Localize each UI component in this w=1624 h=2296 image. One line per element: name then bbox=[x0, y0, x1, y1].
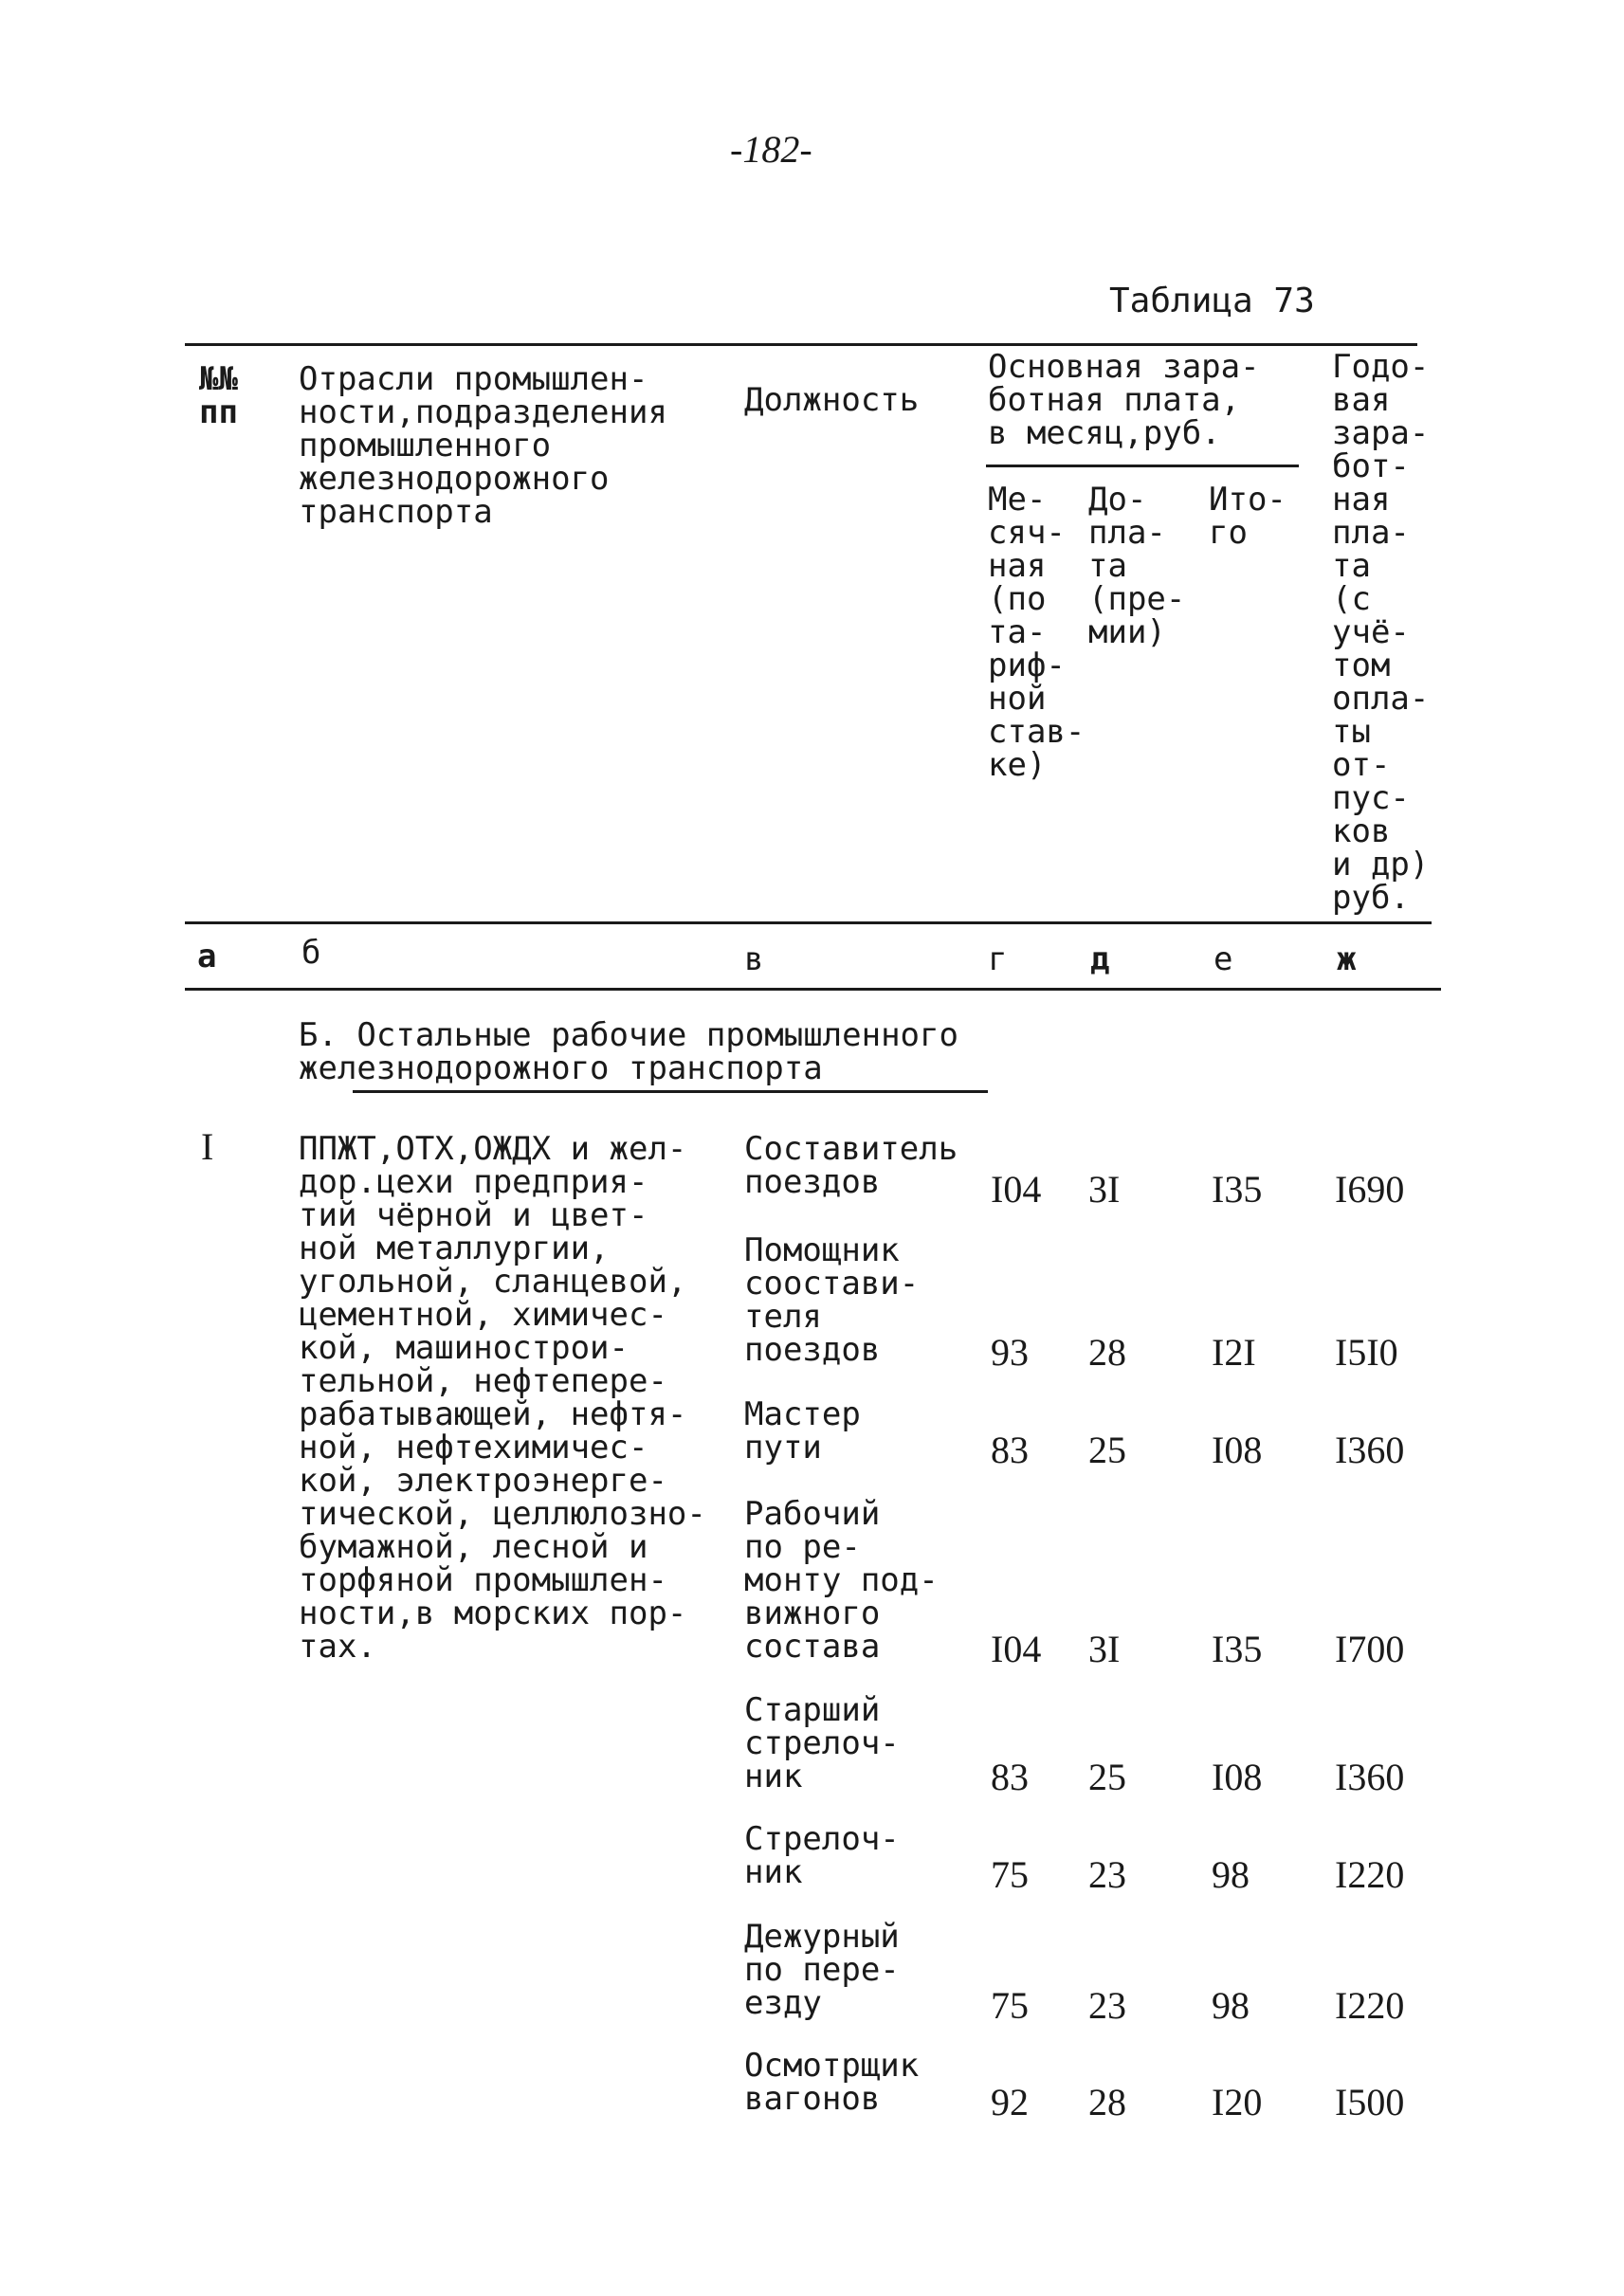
header-industry: Отрасли промышлен- ности,подразделения промышленного железнодорожного транспорта bbox=[299, 360, 667, 531]
row-1-bonus: 3I bbox=[1088, 1168, 1121, 1211]
row-8-monthly: 92 bbox=[991, 2081, 1029, 2123]
row-5-annual: I360 bbox=[1335, 1756, 1405, 1798]
row-4-monthly: I04 bbox=[991, 1628, 1042, 1670]
row-7-annual: I220 bbox=[1335, 1984, 1405, 2027]
row-6-bonus: 23 bbox=[1088, 1853, 1126, 1896]
row-5-total: I08 bbox=[1212, 1756, 1263, 1798]
row-3-annual: I360 bbox=[1335, 1429, 1405, 1471]
row-2-total: I2I bbox=[1212, 1331, 1256, 1374]
row-3-total: I08 bbox=[1212, 1429, 1263, 1471]
row-7-total: 98 bbox=[1212, 1984, 1250, 2027]
row-5-monthly: 83 bbox=[991, 1756, 1029, 1798]
page-number: -182- bbox=[730, 128, 812, 171]
row-3-bonus: 25 bbox=[1088, 1429, 1126, 1471]
index-row-rule bbox=[185, 988, 1441, 991]
row-7-monthly: 75 bbox=[991, 1984, 1029, 2027]
row-6-total: 98 bbox=[1212, 1853, 1250, 1896]
index-a: а bbox=[197, 938, 217, 975]
row-1-monthly: I04 bbox=[991, 1168, 1042, 1211]
row-2-annual: I5I0 bbox=[1335, 1331, 1398, 1374]
row-1-annual: I690 bbox=[1335, 1168, 1405, 1211]
row-4-position: Рабочий по ре- монту под- вижного состава bbox=[744, 1495, 939, 1666]
group-industry: ППЖТ,ОТХ,ОЖДХ и жел- дор.цехи предприя- тий чёрной и цвет- ной металлургии, угольной, сланцевой, цементной, химичес- кой, машинострои- тельной, нефтепере- рабатывающей, нефтя- ной, нефтехимичес- кой, электроэнерге- тической, целлюлозно- бумажной, лесной и торфяной промышлен- ности,в морских пор- тах. bbox=[299, 1130, 706, 1666]
row-8-total: I20 bbox=[1212, 2081, 1263, 2123]
table-label: Таблица 73 bbox=[1109, 282, 1315, 320]
row-2-bonus: 28 bbox=[1088, 1331, 1126, 1374]
group-number: I bbox=[201, 1125, 214, 1168]
row-1-total: I35 bbox=[1212, 1168, 1263, 1211]
row-3-position: Мастер пути bbox=[744, 1395, 861, 1467]
row-6-monthly: 75 bbox=[991, 1853, 1029, 1896]
header-bottom-rule bbox=[185, 921, 1432, 924]
row-2-monthly: 93 bbox=[991, 1331, 1029, 1374]
index-g: г bbox=[988, 940, 1008, 978]
header-bonus: До- пла- та (пре- мии) bbox=[1088, 481, 1186, 651]
index-v: в bbox=[744, 940, 764, 978]
section-title: Б. Остальные рабочие промышленного железнодорожного транспорта bbox=[299, 1016, 958, 1087]
index-e: е bbox=[1213, 940, 1233, 978]
row-8-bonus: 28 bbox=[1088, 2081, 1126, 2123]
index-b: б bbox=[301, 934, 321, 972]
row-2-position: Помощник соостави- теля поездов bbox=[744, 1231, 920, 1369]
row-7-bonus: 23 bbox=[1088, 1984, 1126, 2027]
header-group-rule bbox=[986, 465, 1299, 467]
row-8-position: Осмотрщик вагонов bbox=[744, 2047, 920, 2118]
index-zh: ж bbox=[1337, 940, 1357, 978]
row-8-annual: I500 bbox=[1335, 2081, 1405, 2123]
row-1-position: Составитель поездов bbox=[744, 1130, 958, 1201]
row-4-total: I35 bbox=[1212, 1628, 1263, 1670]
row-3-monthly: 83 bbox=[991, 1429, 1029, 1471]
row-6-annual: I220 bbox=[1335, 1853, 1405, 1896]
row-6-position: Стрелоч- ник bbox=[744, 1820, 900, 1891]
header-top-rule bbox=[185, 343, 1417, 346]
index-d: д bbox=[1090, 940, 1110, 978]
row-5-bonus: 25 bbox=[1088, 1756, 1126, 1798]
row-4-bonus: 3I bbox=[1088, 1628, 1121, 1670]
row-7-position: Дежурный по пере- езду bbox=[744, 1918, 900, 2022]
header-position: Должность bbox=[744, 381, 920, 419]
row-4-annual: I700 bbox=[1335, 1628, 1405, 1670]
header-number: №№ пп bbox=[199, 360, 238, 431]
header-annual: Годо- вая зара- бот- ная пла- та (с учё- том опла- ты от- пус- ков и др) руб. bbox=[1332, 348, 1430, 917]
header-base-salary-group: Основная зара- ботная плата, в месяц,руб. bbox=[988, 348, 1260, 452]
header-total: Ито- го bbox=[1209, 481, 1286, 552]
row-5-position: Старший стрелоч- ник bbox=[744, 1691, 900, 1795]
section-title-underline bbox=[353, 1090, 988, 1093]
header-monthly: Ме- сяч- ная (по та- риф- ной став- ке) bbox=[988, 481, 1086, 784]
